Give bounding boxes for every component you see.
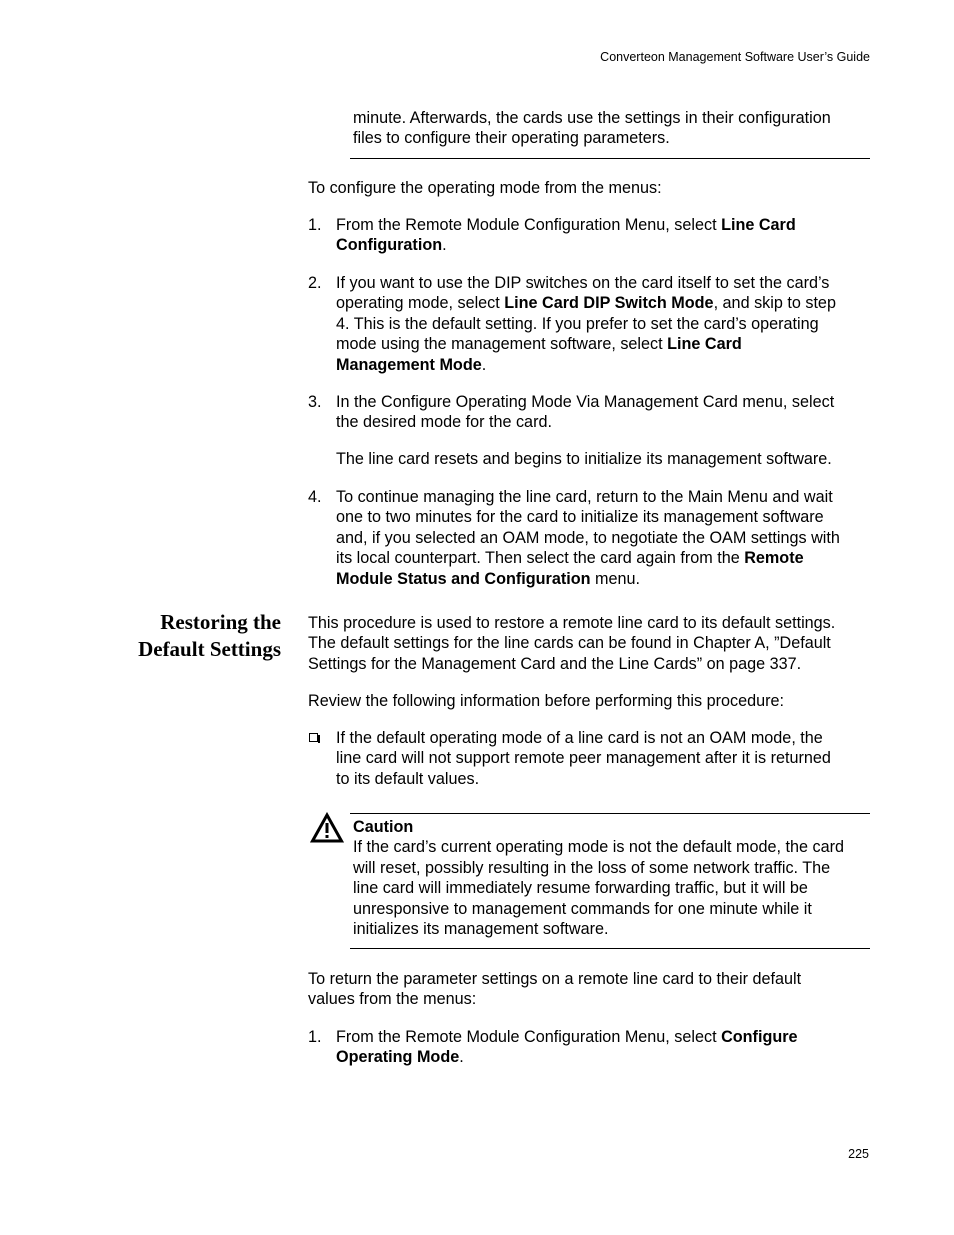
caution-title: Caution xyxy=(353,818,414,836)
step-number: 3. xyxy=(308,393,322,411)
step-line: mode using the management software, select Line Card xyxy=(336,335,742,354)
review-paragraph: Review the following information before performing this procedure: xyxy=(308,692,784,710)
return-paragraph xyxy=(308,969,873,1010)
section-heading xyxy=(100,609,281,663)
caution-line: initializes its management software. xyxy=(353,920,609,939)
step-line: 4. This is the default setting. If you prefer to set the card’s operating xyxy=(336,314,819,333)
step-line: one to two minutes for the card to initialize its management software xyxy=(336,508,824,527)
step-line: Configuration. xyxy=(336,236,447,255)
paragraph-line: Settings for the Management Card and the Line Cards” on page 337. xyxy=(308,654,802,673)
caution-block xyxy=(353,817,873,939)
caution-line: If the card’s current operating mode is not the default mode, the card xyxy=(353,838,845,857)
step-line: Module Status and Configuration menu. xyxy=(336,569,640,588)
running-header: Converteon Management Software User’s Guide xyxy=(600,50,870,64)
step-line: Operating Mode. xyxy=(336,1048,464,1067)
bullet-line: If the default operating mode of a line card is not an OAM mode, the xyxy=(336,729,823,747)
step-line: the desired mode for the card. xyxy=(336,413,552,432)
paragraph-line: This procedure is used to restore a remote line card to its default settings. xyxy=(308,614,836,632)
warning-triangle-icon xyxy=(310,812,344,844)
caution-line: line card will immediately resume forwarding traffic, but it will be xyxy=(353,879,808,898)
note-bottom-rule xyxy=(350,158,870,159)
step-text xyxy=(336,1027,871,1068)
note-line: files to configure their operating parameters. xyxy=(353,129,670,148)
caution-bottom-rule xyxy=(350,948,870,949)
note-line: minute. Afterwards, the cards use the settings in their configuration xyxy=(353,109,831,127)
step-number: 4. xyxy=(308,488,322,506)
step-text xyxy=(336,392,871,433)
paragraph-line: The default settings for the line cards can be found in Chapter A, ”Default xyxy=(308,634,831,653)
page-number: 225 xyxy=(848,1147,869,1161)
heading-line: Default Settings xyxy=(138,637,281,661)
step-line: To continue managing the line card, return to the Main Menu and wait xyxy=(336,488,833,506)
step-line: From the Remote Module Configuration Menu, select Configure xyxy=(336,1028,798,1046)
paragraph-line: values from the menus: xyxy=(308,990,477,1009)
step-line: operating mode, select Line Card DIP Switch Mode, and skip to step xyxy=(336,294,836,313)
step-text xyxy=(336,215,871,256)
step-text xyxy=(336,487,871,589)
step-line: From the Remote Module Configuration Menu, select Line Card xyxy=(336,216,796,234)
heading-line: Restoring the xyxy=(160,610,281,634)
step-line: In the Configure Operating Mode Via Management Card menu, select xyxy=(336,393,835,411)
bullet-text xyxy=(336,728,871,789)
step-line: Management Mode. xyxy=(336,355,487,374)
caution-line: unresponsive to management commands for one minute while it xyxy=(353,899,812,918)
bullet-line: to its default values. xyxy=(336,769,480,788)
paragraph-line: To return the parameter settings on a remote line card to their default xyxy=(308,970,802,988)
step-text xyxy=(336,273,871,375)
step-result-text: The line card resets and begins to initialize its management software. xyxy=(336,450,832,468)
step-number: 2. xyxy=(308,274,322,292)
step-number: 1. xyxy=(308,1028,322,1046)
caution-line: will reset, possibly resulting in the loss of some network traffic. The xyxy=(353,858,831,877)
section-paragraph xyxy=(308,613,873,674)
bullet-line: line card will not support remote peer management after it is returned xyxy=(336,749,831,768)
step-line: its local counterpart. Then select the card again from the Remote xyxy=(336,549,804,568)
step-line: and, if you selected an OAM mode, to negotiate the OAM settings with xyxy=(336,528,840,547)
caution-top-rule xyxy=(350,813,870,814)
step-number: 1. xyxy=(308,216,322,234)
bullet-box-icon xyxy=(309,733,318,742)
note-continuation xyxy=(353,108,873,149)
step-line: If you want to use the DIP switches on the card itself to set the card’s xyxy=(336,274,830,292)
intro-paragraph: To configure the operating mode from the menus: xyxy=(308,179,662,197)
